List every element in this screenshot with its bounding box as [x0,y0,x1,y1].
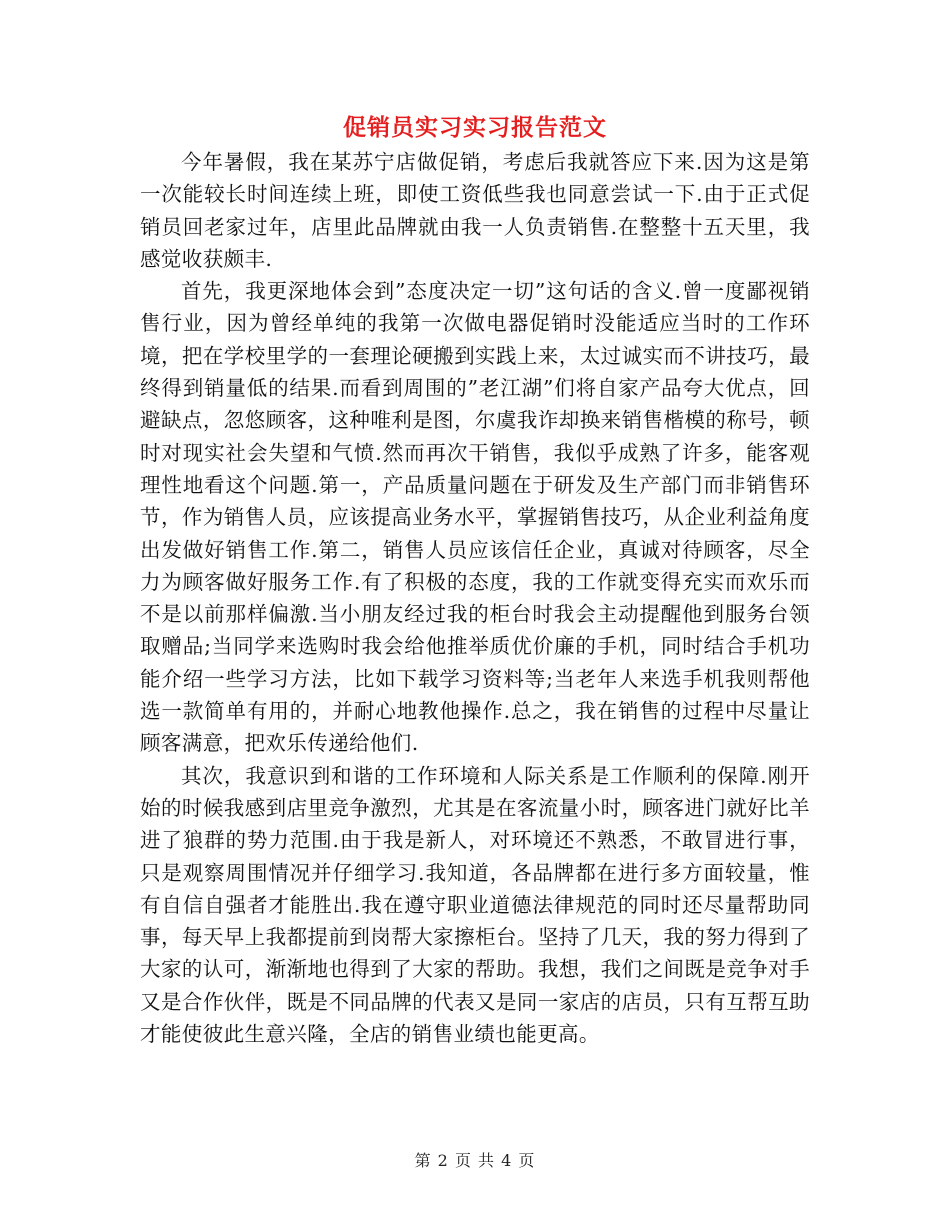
document-body [140,146,810,1050]
paragraph-1: 今年暑假，我在某苏宁店做促销，考虑后我就答应下来.因为这是第一次能较长时间连续上班，即使工资低些我也同意尝试一下.由于正式促销员回老家过年，店里此品牌就由我一人负责销售.在整整十五天里，我感觉收获颇丰. [140,150,810,271]
paragraph-3: 其次，我意识到和谐的工作环境和人际关系是工作顺利的保障.刚开始的时候我感到店里竞争激烈，尤其是在客流量小时，顾客进门就好比羊进了狼群的势力范围.由于我是新人，对环境还不熟悉，不敢冒进行事，只是观察周围情况并仔细学习.我知道，各品牌都在进行多方面较量，惟有自信自强者才能胜出.我在遵守职业道德法律规范的同时还尽量帮助同事，每天早上我都提前到岗帮大家擦柜台。坚持了几天，我的努力得到了大家的认可，渐渐地也得到了大家的帮助。我想，我们之间既是竞争对手又是合作伙伴，既是不同品牌的代表又是同一家店的店员，只有互帮互助才能使彼此生意兴隆，全店的销售业绩也能更高。 [140,763,810,1047]
page-number-footer: 第 2 页 共 4 页 [414,1151,536,1170]
document-title: 促销员实习实习报告范文 [343,114,607,141]
paragraph-2: 首先，我更深地体会到”态度决定一切”这句话的含义.曾一度鄙视销售行业，因为曾经单纯的我第一次做电器促销时没能适应当时的工作环境，把在学校里学的一套理论硬搬到实践上来，太过诚实而不讲技巧，最终得到销量低的结果.而看到周围的”老江湖”们将自家产品夸大优点，回避缺点，忽悠顾客，这种唯利是图，尔虞我诈却换来销售楷模的称号，顿时对现实社会失望和气愤.然而再次干销售，我似乎成熟了许多，能客观理性地看这个问题.第一，产品质量问题在于研发及生产部门而非销售环节，作为销售人员，应该提高业务水平，掌握销售技巧，从企业利益角度出发做好销售工作.第二，销售人员应该信任企业，真诚对待顾客，尽全力为顾客做好服务工作.有了积极的态度，我的工作就变得充实而欢乐而不是以前那样偏激.当小朋友经过我的柜台时我会主动提醒他到服务台领取赠品;当同学来选购时我会给他推举质优价廉的手机，同时结合手机功能介绍一些学习方法，比如下载学习资料等;当老年人来选手机我则帮他选一款简单有用的，并耐心地教他操作.总之，我在销售的过程中尽量让顾客满意，把欢乐传递给他们. [140,279,810,756]
